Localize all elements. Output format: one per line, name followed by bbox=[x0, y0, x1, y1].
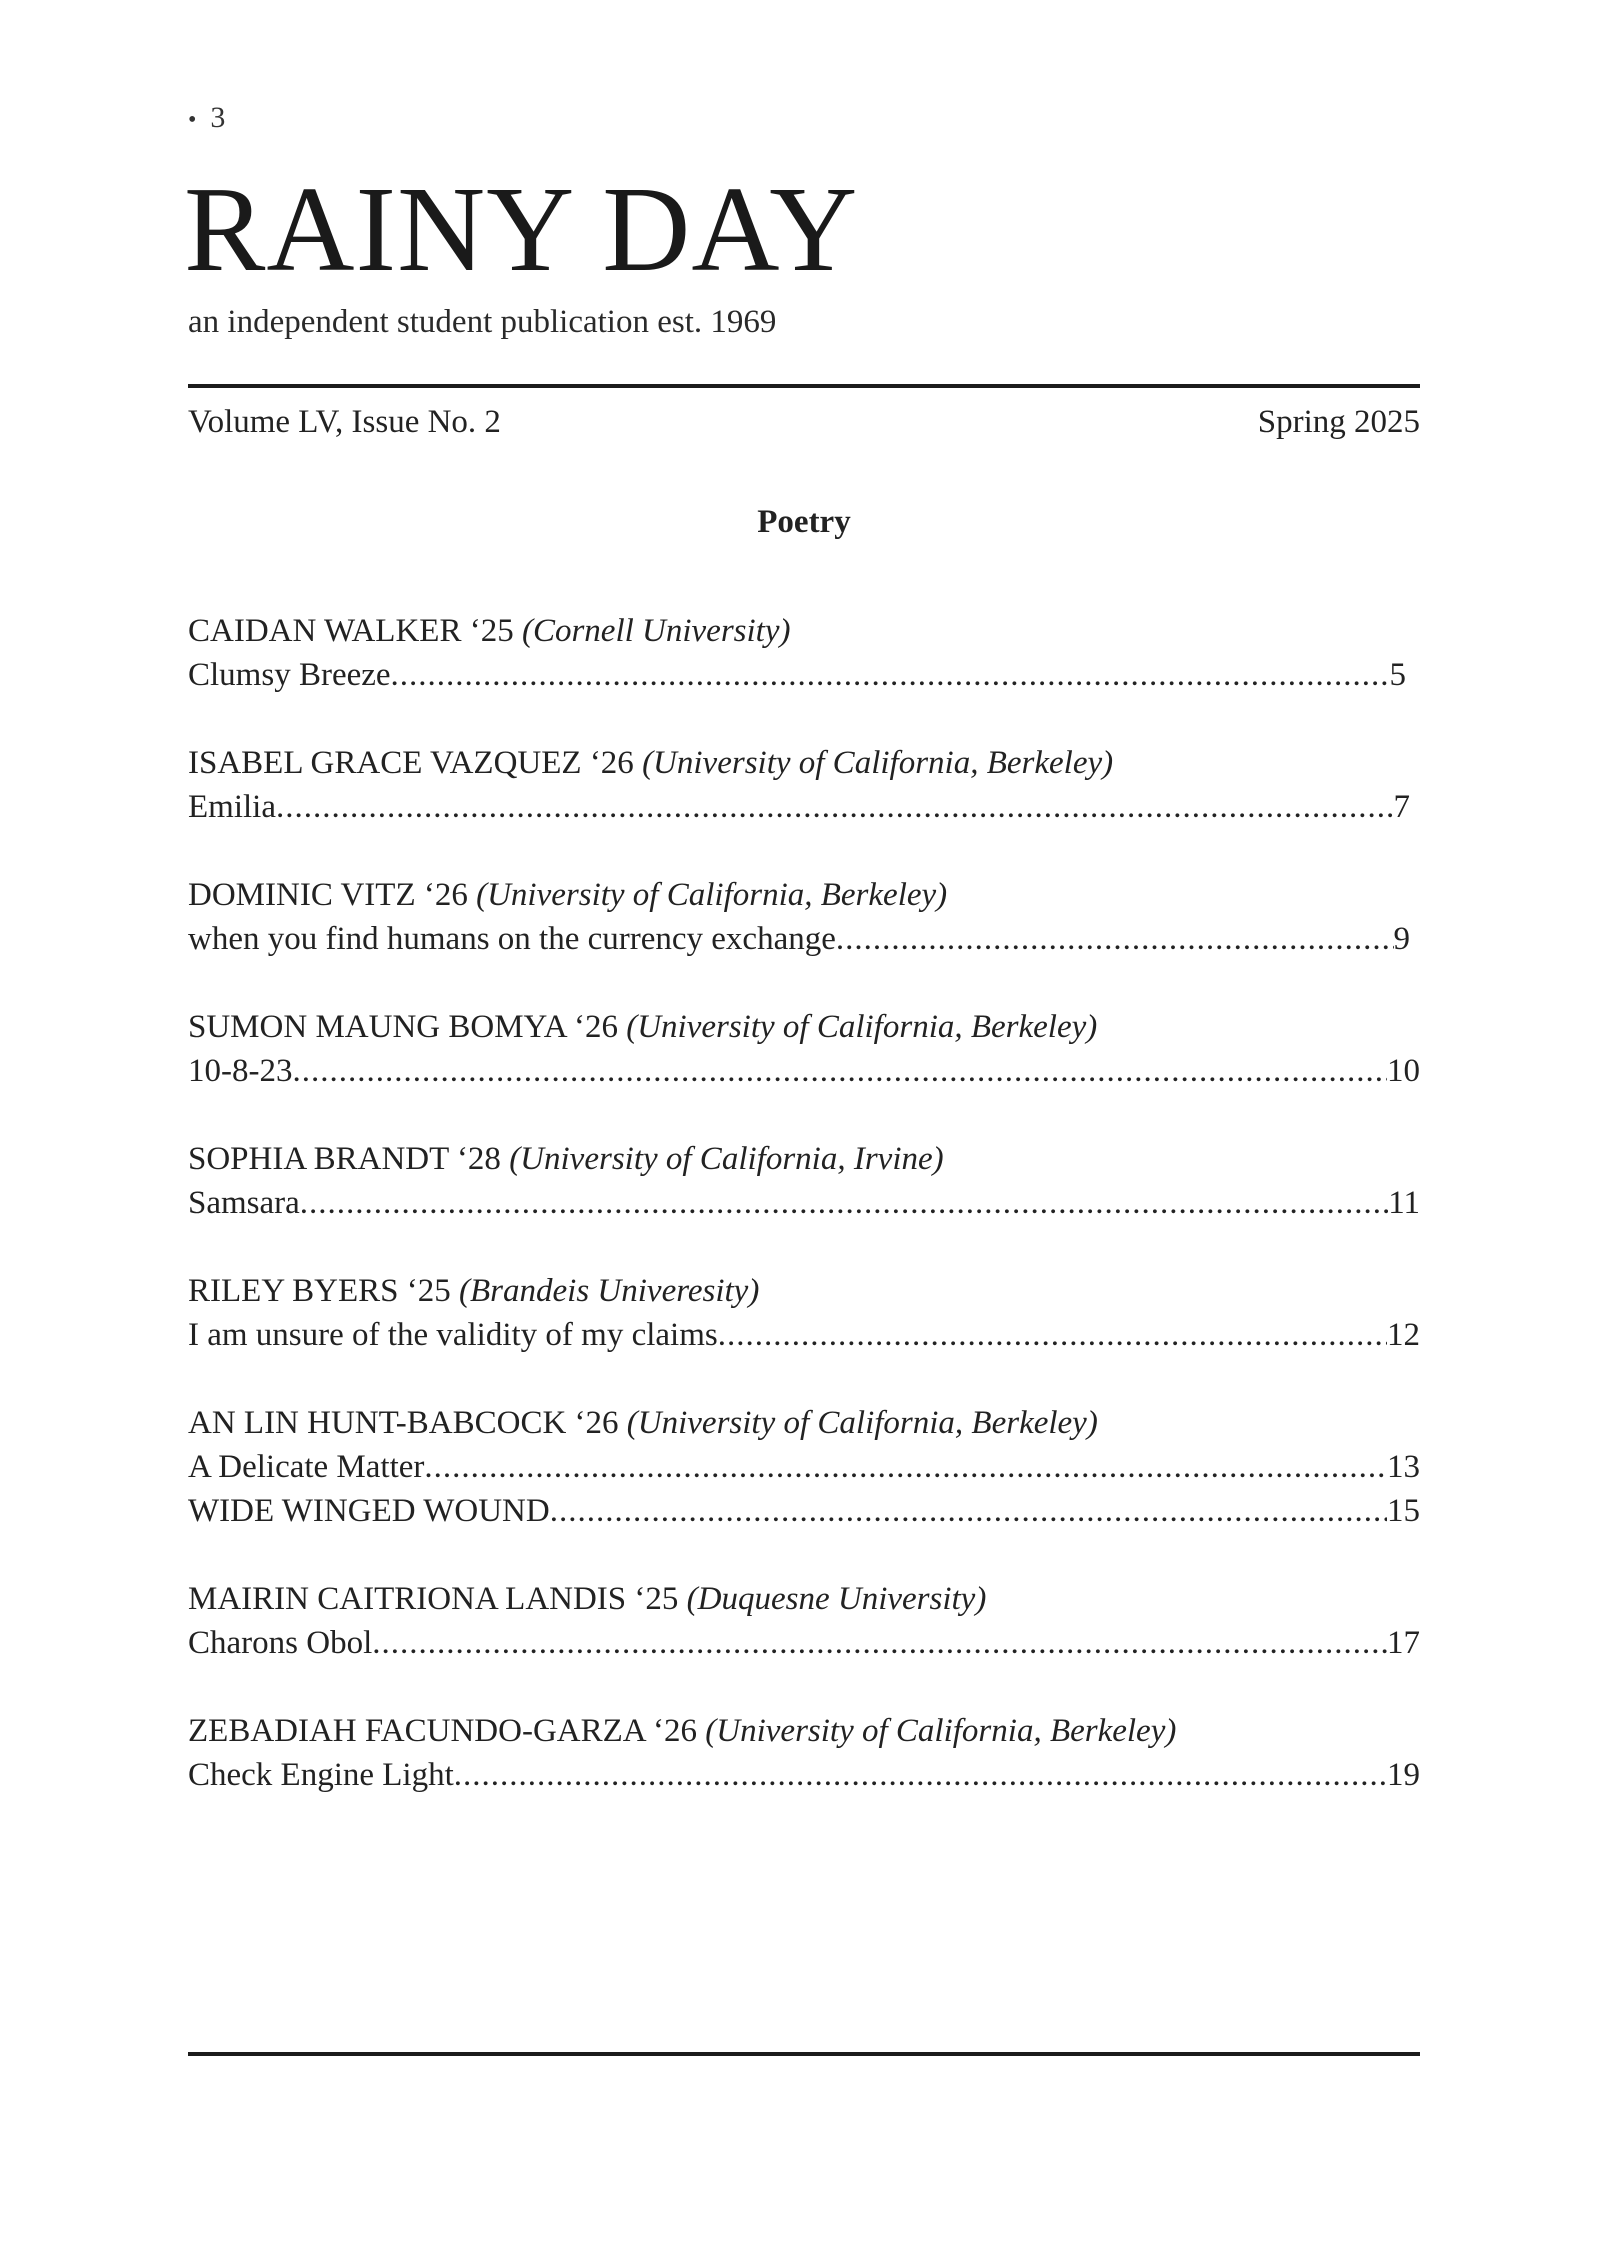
work-line[interactable] bbox=[188, 1753, 1420, 1797]
author-line bbox=[188, 1005, 1420, 1049]
author-name: ZEBADIAH FACUNDO-GARZA ‘26 bbox=[188, 1713, 698, 1749]
author-school: (Duquesne University) bbox=[686, 1581, 987, 1617]
work-page: 13 bbox=[1387, 1449, 1420, 1485]
dot-leader bbox=[372, 1621, 1387, 1665]
author-name: SOPHIA BRANDT ‘28 bbox=[188, 1141, 501, 1177]
work-page: 5 bbox=[1389, 657, 1406, 693]
author-name: SUMON MAUNG BOMYA ‘26 bbox=[188, 1009, 618, 1045]
work-title: Charons Obol bbox=[188, 1625, 373, 1661]
author-line bbox=[188, 1269, 1420, 1313]
work-title: Emilia bbox=[188, 789, 276, 825]
toc-entry bbox=[188, 1137, 1420, 1225]
work-title: 10-8-23 bbox=[188, 1053, 293, 1089]
author-line bbox=[188, 1401, 1420, 1445]
dot-leader bbox=[454, 1753, 1387, 1797]
section-heading: Poetry bbox=[757, 504, 851, 540]
work-line[interactable] bbox=[188, 1181, 1420, 1225]
dot-leader bbox=[292, 1049, 1387, 1093]
toc-entry bbox=[188, 1709, 1420, 1797]
author-school: (Brandeis Univeresity) bbox=[459, 1273, 760, 1309]
author-line bbox=[188, 609, 1420, 653]
dot-leader bbox=[276, 785, 1394, 829]
bottom-divider bbox=[188, 2052, 1420, 2056]
author-name: CAIDAN WALKER ‘25 bbox=[188, 613, 514, 649]
work-title: WIDE WINGED WOUND bbox=[188, 1493, 550, 1529]
table-of-contents bbox=[188, 609, 1420, 1841]
work-page: 15 bbox=[1387, 1493, 1420, 1529]
work-line[interactable] bbox=[188, 1313, 1420, 1357]
toc-entry bbox=[188, 1005, 1420, 1093]
dot-leader bbox=[836, 917, 1394, 961]
work-title: Clumsy Breeze bbox=[188, 657, 391, 693]
work-title: Samsara bbox=[188, 1185, 300, 1221]
toc-entry bbox=[188, 741, 1420, 829]
work-page: 7 bbox=[1393, 789, 1410, 825]
work-line[interactable] bbox=[188, 785, 1410, 829]
author-name: AN LIN HUNT-BABCOCK ‘26 bbox=[188, 1405, 619, 1441]
magazine-page bbox=[184, 0, 1420, 2250]
bullet-icon: • bbox=[188, 107, 197, 133]
toc-entry bbox=[188, 1269, 1420, 1357]
masthead-title: RAINY DAY bbox=[184, 162, 859, 297]
work-line[interactable] bbox=[188, 917, 1410, 961]
work-page: 10 bbox=[1387, 1053, 1420, 1089]
dot-leader bbox=[391, 653, 1390, 697]
work-page: 11 bbox=[1388, 1185, 1420, 1221]
top-divider bbox=[188, 384, 1420, 388]
work-title: Check Engine Light bbox=[188, 1757, 454, 1793]
author-line bbox=[188, 741, 1420, 785]
author-name: MAIRIN CAITRIONA LANDIS ‘25 bbox=[188, 1581, 679, 1617]
issue-season: Spring 2025 bbox=[1257, 404, 1420, 440]
author-line bbox=[188, 873, 1420, 917]
page-number-value: 3 bbox=[210, 101, 226, 134]
work-line[interactable] bbox=[188, 1049, 1420, 1093]
author-line bbox=[188, 1137, 1420, 1181]
author-school: (University of California, Berkeley) bbox=[476, 877, 948, 913]
toc-entry bbox=[188, 1401, 1420, 1533]
author-line bbox=[188, 1577, 1420, 1621]
page-number bbox=[188, 100, 225, 138]
toc-entry bbox=[188, 609, 1420, 697]
author-line bbox=[188, 1709, 1420, 1753]
author-school: (University of California, Irvine) bbox=[509, 1141, 944, 1177]
work-line[interactable] bbox=[188, 1621, 1420, 1665]
author-school: (University of California, Berkeley) bbox=[626, 1405, 1098, 1441]
work-page: 17 bbox=[1387, 1625, 1420, 1661]
work-page: 12 bbox=[1387, 1317, 1420, 1353]
work-line[interactable] bbox=[188, 1445, 1420, 1489]
author-name: RILEY BYERS ‘25 bbox=[188, 1273, 451, 1309]
dot-leader bbox=[718, 1313, 1387, 1357]
author-school: (University of California, Berkeley) bbox=[626, 1009, 1098, 1045]
work-page: 9 bbox=[1393, 921, 1410, 957]
author-school: (University of California, Berkeley) bbox=[642, 745, 1114, 781]
toc-entry bbox=[188, 873, 1420, 961]
author-name: DOMINIC VITZ ‘26 bbox=[188, 877, 468, 913]
masthead-subtitle: an independent student publication est. 1969 bbox=[188, 304, 777, 340]
dot-leader bbox=[300, 1181, 1388, 1225]
toc-entry bbox=[188, 1577, 1420, 1665]
work-line[interactable] bbox=[188, 653, 1406, 697]
work-title: I am unsure of the validity of my claims bbox=[188, 1317, 718, 1353]
issue-bar bbox=[188, 400, 1420, 444]
author-school: (University of California, Berkeley) bbox=[705, 1713, 1177, 1749]
work-title: when you find humans on the currency exchange bbox=[188, 921, 836, 957]
dot-leader bbox=[550, 1489, 1387, 1533]
dot-leader bbox=[424, 1445, 1387, 1489]
author-school: (Cornell University) bbox=[521, 613, 791, 649]
issue-volume: Volume LV, Issue No. 2 bbox=[188, 404, 501, 440]
work-page: 19 bbox=[1387, 1757, 1420, 1793]
work-title: A Delicate Matter bbox=[188, 1449, 425, 1485]
author-name: ISABEL GRACE VAZQUEZ ‘26 bbox=[188, 745, 634, 781]
work-line[interactable] bbox=[188, 1489, 1420, 1533]
